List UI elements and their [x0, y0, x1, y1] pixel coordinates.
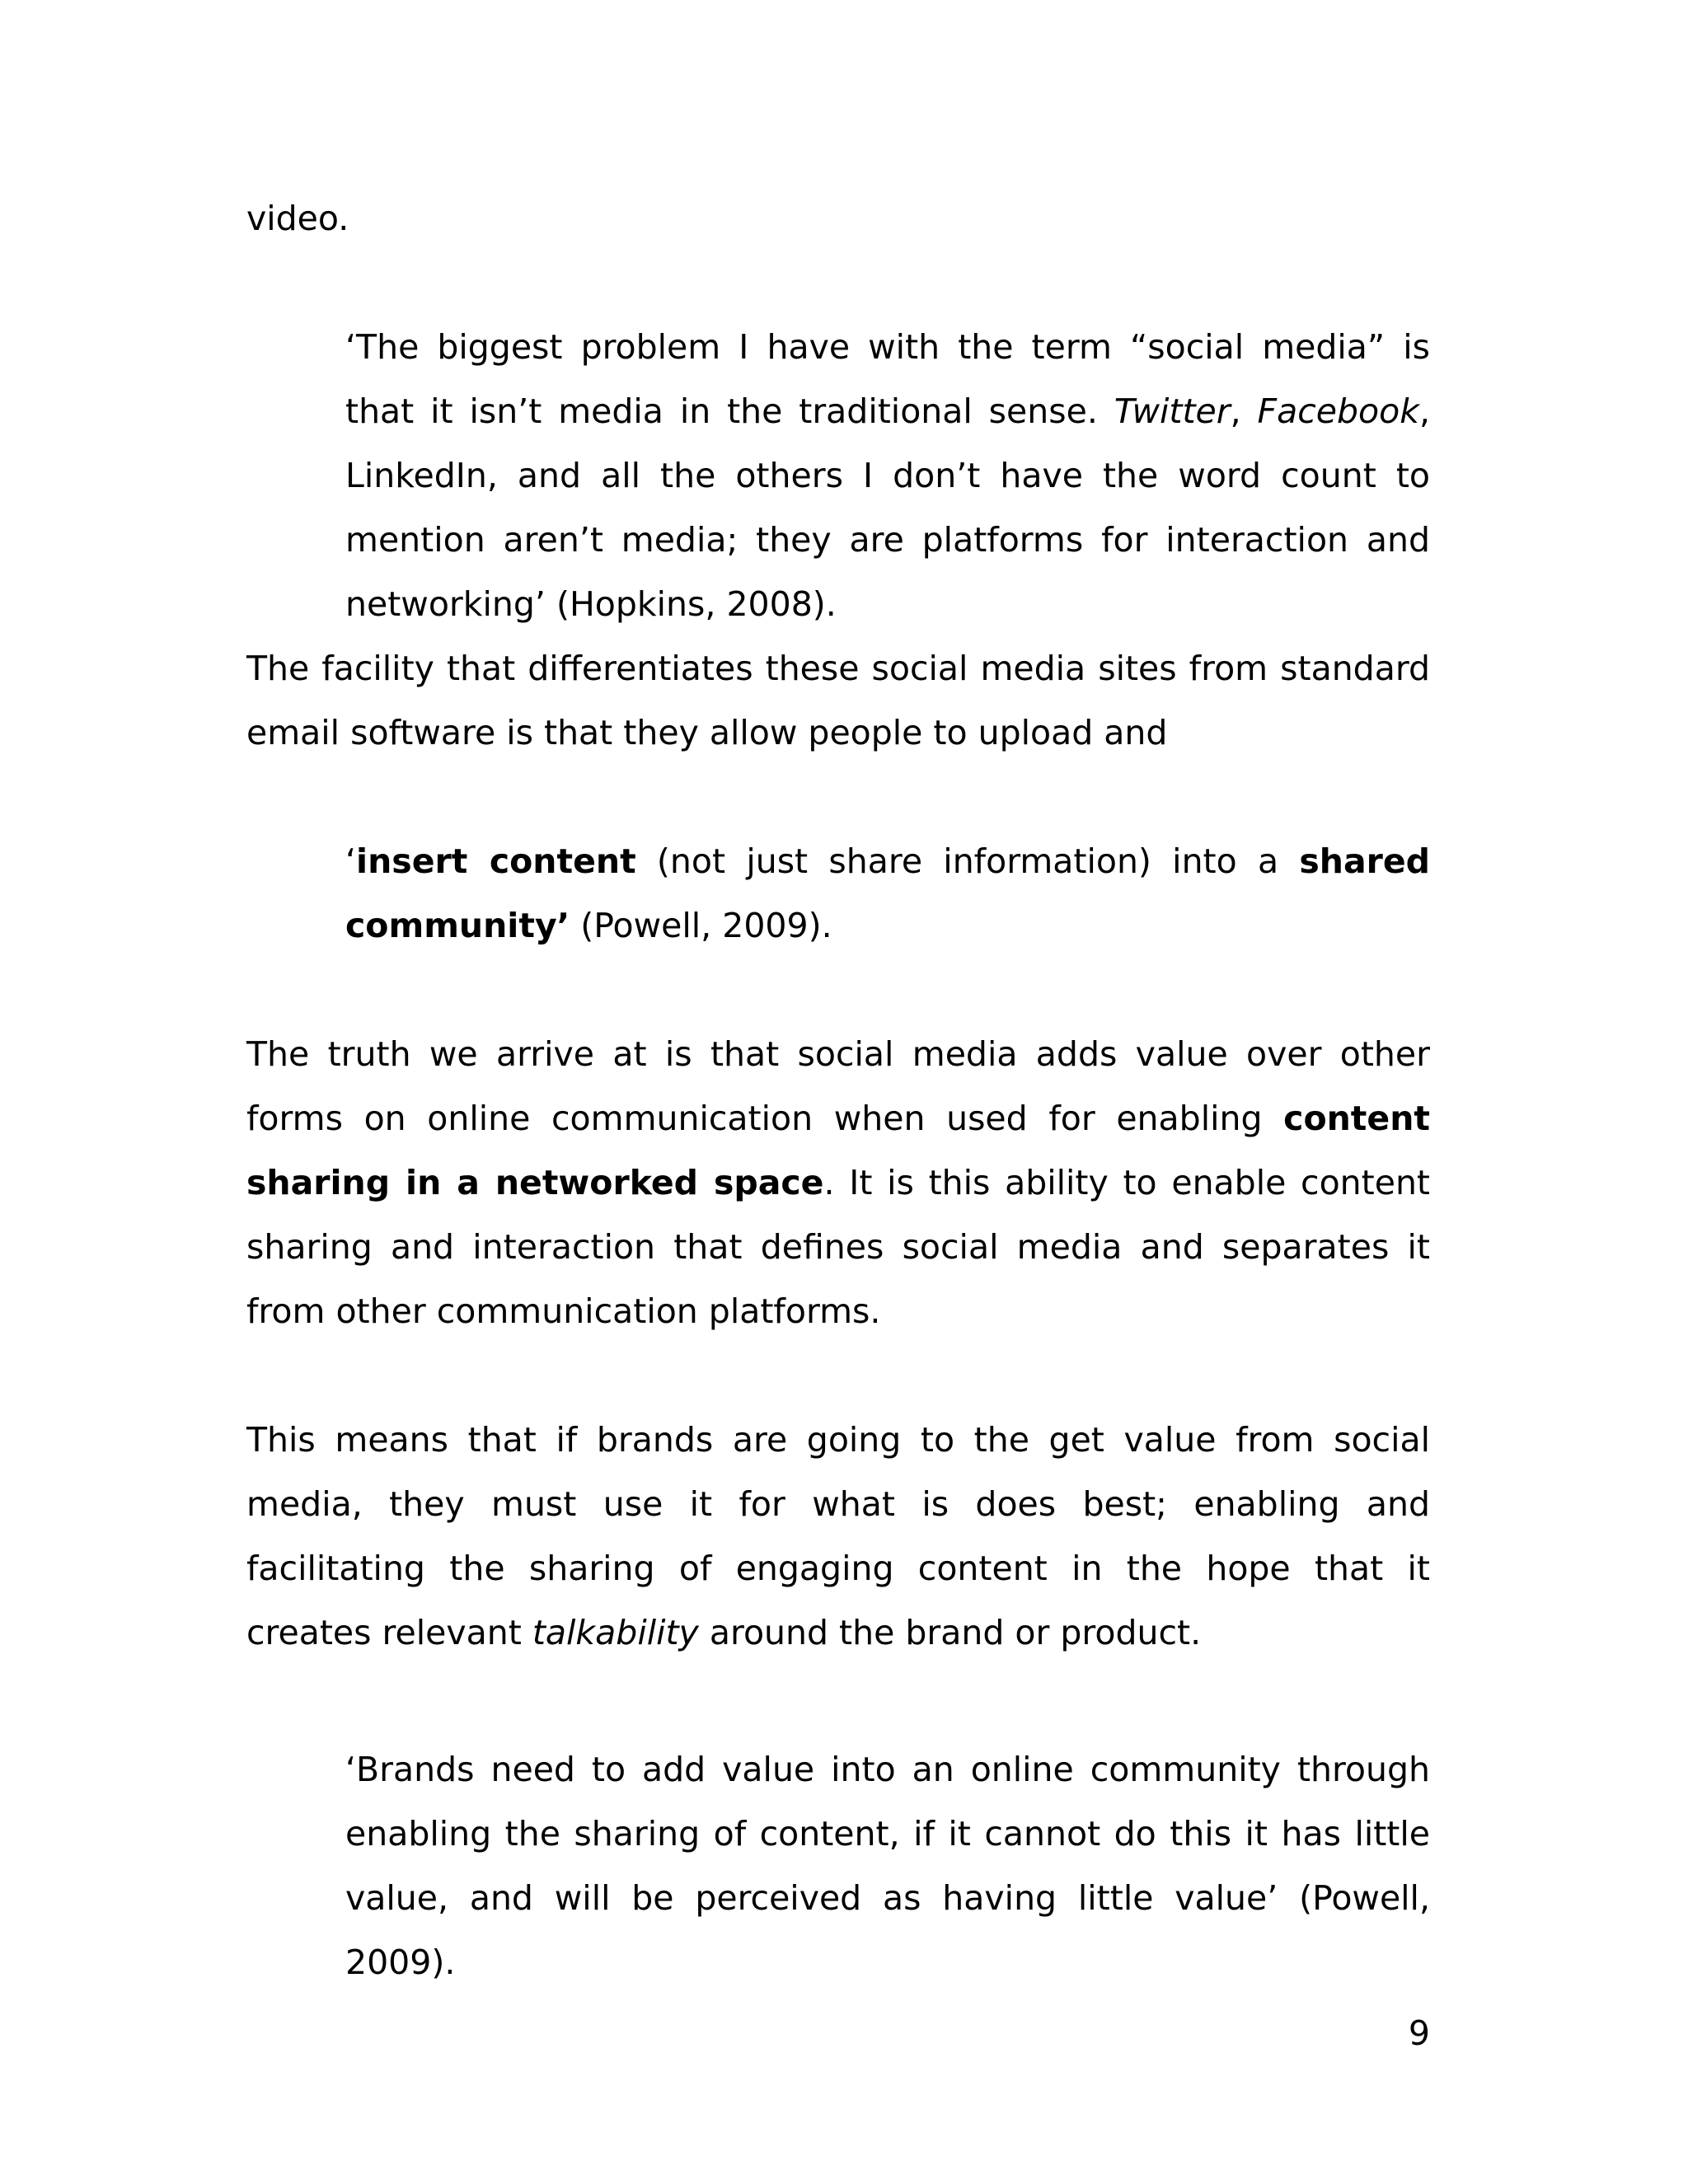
paragraph-brands — [246, 1408, 1430, 1665]
bold-shared-community: shared community’ — [345, 841, 1430, 945]
quote-text: ‘ — [345, 841, 357, 881]
paragraph-text: . It is this ability to enable content sharing and interaction that defines social media and separates it from other communication platforms. — [246, 1163, 1430, 1331]
block-quote-hopkins — [345, 315, 1430, 636]
quote-text: (not just share information) into a — [635, 841, 1300, 881]
paragraph-text: The facility that differentiates these social media sites from standard email software is that they allow people to upload and — [246, 649, 1430, 752]
paragraph-text: The truth we arrive at is that social media adds value over other forms on online communication when used for enabling — [246, 1034, 1430, 1138]
bold-insert-content: insert content — [356, 841, 636, 881]
paragraph-text: around the brand or product. — [698, 1613, 1202, 1652]
quote-text: ‘Brands need to add value into an online community through enabling the sharing of content, if it cannot do this it has little value, and will be perceived as having little value’ (Powell, 2009). — [345, 1750, 1430, 1982]
block-quote-powell-2 — [345, 1737, 1430, 1994]
quote-text: , LinkedIn, and all the others I don’t have the word count to mention aren’t media; they are platforms for interaction and networking’ (Hopkins, 2008). — [345, 391, 1430, 624]
italic-twitter: Twitter — [1114, 391, 1231, 431]
bold-content-sharing: content sharing in a networked space — [246, 1099, 1430, 1202]
page-number: 9 — [1408, 2013, 1430, 2053]
paragraph-text: This means that if brands are going to the get value from social media, they must use it for what is does best; enabling and facilitating the sharing of engaging content in the hope that it creates relevant — [246, 1420, 1430, 1652]
quote-text: (Powell, 2009). — [570, 906, 832, 945]
quote-text: , — [1230, 391, 1258, 431]
paragraph-continuation — [246, 186, 1430, 251]
paragraph-truth — [246, 1022, 1430, 1343]
quote-text: ‘The biggest problem I have with the term “social media” is that it isn’t media in the traditional sense. — [345, 327, 1430, 431]
italic-facebook: Facebook — [1257, 391, 1419, 431]
paragraph-facility — [246, 636, 1430, 765]
paragraph-text: video. — [246, 199, 349, 238]
italic-talkability: talkability — [532, 1613, 699, 1652]
block-quote-powell-1 — [345, 829, 1430, 958]
